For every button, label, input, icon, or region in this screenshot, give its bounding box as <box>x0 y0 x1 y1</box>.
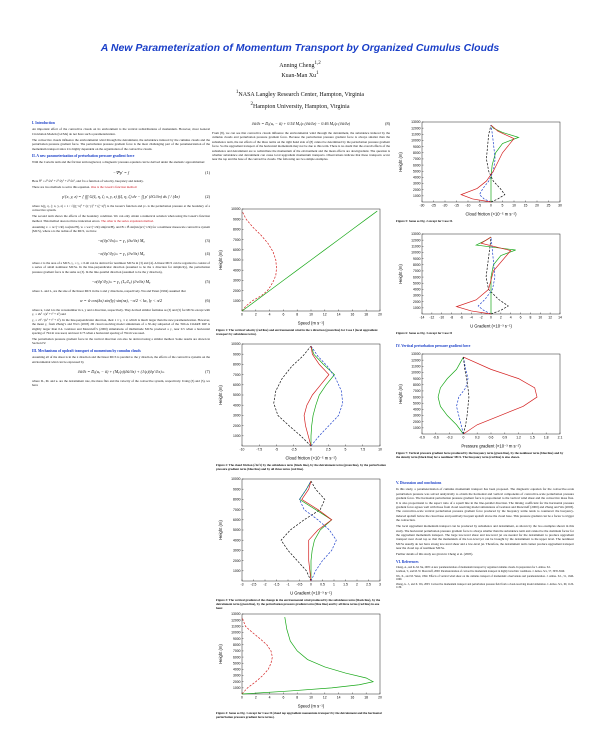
x-tick-label: 6 <box>282 695 285 700</box>
y-tick-label: 12000 <box>411 238 421 243</box>
sec2-p7: where σ is the area of a MCS, γ₁ = γ₁ = 0.46 can be derived for nonlinear MCSs in (3) and (4). A linear MCS can be regarded to consist of a series of small nonlinear MCSs. In the line-perpendicular direction (assumed to be the x direction for simplicity), the perturbation pressure gradient force is the same as (3). In the line-parallel direction (assumed to be the y direction), <box>32 261 210 274</box>
y-tick-label: 12000 <box>411 126 421 131</box>
sec2-p9: where k, l and n is the wavenumber in x, y and z direction, respectively. They derived similar formulae as (3) and (5) for MCSs except with γ₁ = 2k² / (k² + l² + n²) and <box>32 307 210 317</box>
y-axis-label: Height (m) <box>218 385 223 405</box>
x-axis-label: Speed (m s⁻¹) <box>297 703 325 709</box>
y-tick-label: 10000 <box>231 477 241 482</box>
equation-4 <box>32 248 210 261</box>
y-tick-label: 13000 <box>411 232 421 237</box>
equation-1 <box>32 166 210 179</box>
y-axis-label: Height (m) <box>218 644 223 664</box>
x-tick-label: -10 <box>239 447 245 452</box>
y-tick-label: 4000 <box>412 287 421 292</box>
figure-7-caption: Figure 7: Vertical pressure gradient force produced by the buoyancy term (green line), by the nonlinear term (blue line) and by the density term (black line) for a nonlinear MCS. The buoyancy term (red line) is also shown. <box>396 451 564 459</box>
x-tick-label: 2.5 <box>325 447 331 452</box>
figure-5-caption: Figure 5: Same as Fig. 2 except for Case II. <box>396 219 453 223</box>
intro-p2: The convective clouds influence the environmental wind through the detrainment, the subsidence induced by the cumulus clouds and the perturbation pressure gradient force. The perturbation pressure gradient force is the most challenging part of the parameterization of the momentum transport since it is highly dependent on the organization of the convective clouds. <box>32 137 210 151</box>
figure-3 <box>216 475 386 613</box>
x-tick-label: 1.2 <box>516 435 521 440</box>
x-axis-label: Cloud friction (×10⁻⁵ m s⁻²) <box>465 211 517 217</box>
y-tick-label: 6000 <box>232 655 241 660</box>
sec2-p11: The perturbation pressure gradient force in the vertical direction can also be derived using a similar method. Some results are shown in Section IV. <box>32 337 210 346</box>
x-tick-label: 10 <box>309 312 313 317</box>
sec5-p2: The local upgradient momentum transport can be produced by subsidence and detrainment, as shown by the two examples shown in this study. The horizontal perturbation pressure gradient force is always smaller than the subsidence term and cannot be the dominant factor for the upgradient momentum transport. The large low-level shear and low-level jet are needed for the detrainment to produce upgradient transport near cloud top so that the momentum of the low-level jet can be brought by the detrainment to the upper level. The nonlinear MCSs usually do not have strong low-level shear and a low-level jet. Therefore, the detrainment term cannot produce upgradient transport near the cloud top of nonlinear MCSs. <box>396 524 574 551</box>
y-tick-label: 2000 <box>412 419 421 424</box>
y-tick-label: 1000 <box>412 194 421 199</box>
y-tick-label: 1000 <box>232 686 241 691</box>
equation-4-number: (4) <box>205 251 210 257</box>
x-tick-label: -2 <box>479 315 483 320</box>
y-tick-label: 6000 <box>412 163 421 168</box>
sec5-p1: In this study, a parameterization of cumulus momentum transport has been proposed. The diagnostic equation for the convective-scale perturbation pressure was solved analytically to obtain the horizontal and vertical components of convective-scale perturbation pressure gradient force. The horizontal perturbation pressure gradient force is proportional to the vertical wind shear and the convective mass flux. It is also proportional to the aspect ratio of a squall line in the line-parallel direction. The mixing coefficient for the horizontal pressure gradient force agrees well with those from cloud resolving model simulations of Grabiosi and Moncrieff (2000) and Zhang and Wu (2003). The convective-scale vertical perturbation pressure gradient force produced by the buoyancy terms tends to counteract the buoyancy-induced updraft below the cloud base and positively buoyant updraft above the cloud base. This pressure gradient can be a factor to trigger the convection. <box>396 487 574 523</box>
x-tick-label: 2 <box>254 695 257 700</box>
equation-6 <box>32 295 210 308</box>
affiliations <box>150 88 450 112</box>
y-axis-label: Height (m) <box>398 384 403 404</box>
figure-5-chart <box>396 118 566 218</box>
y-tick-label: 4000 <box>232 667 241 672</box>
y-tick-label: 9000 <box>232 217 241 222</box>
y-tick-label: 9000 <box>232 487 241 492</box>
references-list <box>396 566 574 590</box>
x-tick-label: 0 <box>310 582 312 587</box>
equation-8 <box>212 118 390 131</box>
x-tick-label: 8 <box>529 315 532 320</box>
x-tick-label: -15 <box>454 203 459 208</box>
x-tick-label: 10 <box>309 695 313 700</box>
x-tick-label: -1 <box>286 582 290 587</box>
x-tick-label: -30 <box>419 203 425 208</box>
x-tick-label: 0 <box>310 447 312 452</box>
y-tick-label: 10000 <box>231 630 241 635</box>
x-tick-label: 0.6 <box>488 435 494 440</box>
sec5-p3: Further details of this study are given in Cheng et al. (2005). <box>396 552 474 557</box>
equation-6-number: (6) <box>205 297 210 303</box>
equation-7-number: (7) <box>205 368 210 374</box>
y-tick-label: 10000 <box>231 207 241 212</box>
plot-frame <box>242 614 380 694</box>
x-tick-label: -6 <box>459 315 463 320</box>
sec5-heading: V. Discussion and conclusions <box>396 481 442 485</box>
equation-1-body: −∇²p′ = f <box>113 169 129 175</box>
y-tick-label: 4000 <box>232 403 241 408</box>
x-tick-label: 2 <box>499 315 502 320</box>
col2-p1: From (8), we can see that convective clouds influence the environmental wind through the detrainment, the subsidence induced by the cumulus clouds and perturbation pressure gradient force. Because the perturbation pressure gradient force is always smaller than the subsidence term, the net effects of the three terms on the right hand side of (8) cannot be determined by the perturbation pressure gradient force. So the upgradient transport of the horizontal momentum may not be due to this term. There is no doubt that the overall effects of the subsidence and detrainment are to redistribute the momentum of the environment and the mean effects are downgradient. The question is whether subsidence and detrainment can cause local upgradient momentum transports. Observations indicate that these transports occur near the top and the base of the convective clouds. The following are two simple examples. <box>212 131 390 162</box>
y-tick-label: 13000 <box>411 120 421 125</box>
y-tick-label: 5000 <box>412 281 421 286</box>
x-tick-label: 8 <box>296 312 299 317</box>
x-tick-label: 15 <box>523 203 528 208</box>
x-tick-label: -10 <box>465 203 471 208</box>
figure-6 <box>396 230 566 338</box>
intro-heading: I. Introduction <box>32 121 55 125</box>
x-tick-label: 4 <box>268 312 271 317</box>
y-tick-label: 10000 <box>411 370 421 375</box>
x-tick-label: 2 <box>254 312 257 317</box>
x-tick-label: 5 <box>501 203 504 208</box>
y-tick-label: 4000 <box>232 268 241 273</box>
equation-2-number: (2) <box>205 194 210 200</box>
x-tick-label: -0.5 <box>296 582 303 587</box>
y-tick-label: 11000 <box>411 244 421 249</box>
x-tick-label: 16 <box>350 312 355 317</box>
y-tick-label: 8000 <box>232 497 241 502</box>
paper-title: A New Parameterization of Momentum Transport by Organized Cumulus Clouds <box>100 42 500 54</box>
series-line-environmental-wind <box>242 617 373 694</box>
y-axis-label: Height (m) <box>218 250 223 270</box>
affiliation-2: Hampton University, Hampton, Virginia <box>252 104 350 110</box>
sec4-block <box>396 341 574 350</box>
y-tick-label: 5000 <box>412 401 421 406</box>
series-line-subsidence <box>281 481 325 581</box>
y-tick-label: 3000 <box>232 548 241 553</box>
x-tick-label: -7.5 <box>256 447 263 452</box>
sec3-p1: Assuming all of the shear is in the x direction and the linear MCS is parallel to the y direction, the effects of the convective systems on the environmental wind can be expressed by <box>32 355 210 364</box>
y-tick-label: 8000 <box>412 382 421 387</box>
figure-2-caption: Figure 2: The cloud friction (∂ū/∂t) by the subsidence term (black line), by the detrainment term (green line), by the perturbation pressure gradient term (blue line) and by all three terms (red line). <box>216 463 386 471</box>
x-tick-label: 4 <box>268 695 271 700</box>
y-tick-label: 7000 <box>232 649 241 654</box>
sec2-p10: γ₂ = 2l² / (k² + l² + n²). In the line-perpendicular direction, their 1 ≤ γ₁ ≤ 2, which is much larger than the new parameterization. However, the mean γ₁ from Zhang’s and Wu’s (2003) 2D cloud resolving model simulations of a 30-day subperiod of the TOGA COARE IOP is slightly larger than 0.4. Grabiosi and Moncrieff’s (2000) simulations of midlatitude MCSs produced a γ₁ near 0.5 when a horizontal spacing of 794 m was used, and near 0.75 when a horizontal spacing of 794 m was used. <box>32 317 210 336</box>
sec3-p2: where Dₑ, Mₑ and uₑ are the detrainment rate, the mass flux and the velocity of the convective system, respectively. Using (3) and (5), we have <box>32 378 210 387</box>
y-tick-label: 6000 <box>412 395 421 400</box>
x-tick-label: 0 <box>490 203 492 208</box>
reference-4: Zhang, G. J., and X. Wu, 2003: Convective momentum transport and perturbation pressure field from a cloud-resolving model simulation. J. Atmos. Sci., 60, 1120-1139. <box>396 582 574 590</box>
reference-3: Wu, X., and M. Yanai, 1994: Effects of vertical wind shear on the cumulus transport of momentum: observations and parameterization. J. Atmos. Sci., 51, 1640-1660. <box>396 574 574 582</box>
x-tick-label: 1.8 <box>543 435 549 440</box>
x-tick-label: -25 <box>431 203 436 208</box>
x-tick-label: 18 <box>364 695 369 700</box>
y-tick-label: 5000 <box>412 169 421 174</box>
x-tick-label: 1.5 <box>530 435 535 440</box>
y-tick-label: 9000 <box>232 352 241 357</box>
sec4-heading: IV. Vertical perturbation pressure gradient force <box>396 344 471 348</box>
y-tick-label: 4000 <box>412 175 421 180</box>
series-line-subsidence <box>274 346 311 446</box>
x-tick-label: 10 <box>538 315 543 320</box>
x-tick-label: 25 <box>546 203 551 208</box>
equation-2-body: p′(x, y, z) = [ ∫∫∫ G(ξ, η, ζ; x, y, z) f(ξ, η, ζ) dv − ∫∫ p′ (∂G/∂n) ds ] / (4π) <box>62 194 180 200</box>
y-tick-label: 1000 <box>412 426 421 431</box>
equation-4-body: −σ(∂p′/∂y)ₘ = γ₁ (∂v/∂z) Mₐ <box>97 251 145 257</box>
y-tick-label: 13000 <box>411 352 421 357</box>
equation-6-body: w = ŵ cos(kx) sin(ly) sin(nz), −π/2 < kx, ly < π/2 <box>79 297 163 303</box>
y-tick-label: 5000 <box>232 661 241 666</box>
series-line-density-term <box>463 357 469 434</box>
author-2: Kuan-Man Xu <box>281 73 317 79</box>
figure-7-chart <box>396 350 566 450</box>
figure-3-caption: Figure 3: The vertical gradient of the change in the environmental wind produced by the subsidence term (black line), by the detrainment term (green line), by the perturbation pressure gradient term (blue line) and by all three terms (red line) in one hour. <box>216 598 381 610</box>
y-tick-label: 3000 <box>412 181 421 186</box>
sec2-p5-highlight: The other is the series expansion method. <box>100 218 154 223</box>
y-tick-label: 7000 <box>412 389 421 394</box>
y-tick-label: 1000 <box>232 569 241 573</box>
sec2-p2: Here ∇² = ∂²/∂x² + ∂²/∂y² + ∂²/∂z², and f is a function of velocity, buoyancy and density. <box>32 179 144 184</box>
plot-frame <box>422 354 560 434</box>
figure-5 <box>396 118 566 226</box>
author-2-affil: 1 <box>316 71 319 76</box>
affil-1-mark: 1 <box>235 90 239 95</box>
equation-1-number: (1) <box>205 169 210 175</box>
y-tick-label: 5000 <box>232 528 241 533</box>
sec2-p4: where G(ξ, η, ζ; x, y, z) = 1 / √((ξ−x)² + (η−y)² + (ζ−z)²) is the Green’s function and p′ₛ is the perturbation pressure at the boundary of a convective system. <box>32 204 210 213</box>
figure-1 <box>216 205 386 339</box>
x-tick-label: -14 <box>419 315 425 320</box>
y-tick-label: 10000 <box>411 138 421 143</box>
x-tick-label: 1.5 <box>343 582 348 587</box>
x-tick-label: 12 <box>548 315 553 320</box>
x-axis-label: Cloud friction (×10⁻⁵ m s⁻²) <box>285 455 337 461</box>
x-tick-label: 0 <box>462 435 465 440</box>
series-line-detrainment <box>476 237 515 314</box>
figure-2-chart <box>216 340 386 462</box>
x-tick-label: -4 <box>469 315 473 320</box>
y-tick-label: 1000 <box>232 434 241 438</box>
equation-3-body: −σ(∂p′/∂x)ₘ = γ₁ (∂u/∂z) Mₐ <box>97 238 145 244</box>
sec2-p3-highlight: One is the Green’s function method: <box>90 185 138 190</box>
y-tick-label: 8000 <box>412 150 421 155</box>
y-tick-label: 2000 <box>232 558 241 563</box>
y-tick-label: 11000 <box>411 364 421 369</box>
y-tick-label: 13000 <box>231 612 241 617</box>
x-tick-label: -20 <box>442 203 448 208</box>
x-tick-label: 20 <box>535 203 539 208</box>
y-tick-label: 3000 <box>232 278 241 283</box>
series-line-environmental-wind <box>242 211 377 311</box>
x-tick-label: -8 <box>450 315 454 320</box>
series-line-buoyancy <box>463 357 537 434</box>
y-tick-label: 12000 <box>231 618 241 623</box>
affiliation-1: NASA Langley Research Center, Hampton, Virginia <box>238 92 365 98</box>
x-tick-label: -3 <box>240 582 244 587</box>
x-tick-label: 0 <box>490 315 492 320</box>
x-tick-label: 20 <box>378 695 382 700</box>
y-tick-label: 9000 <box>232 636 241 641</box>
y-tick-label: 10000 <box>231 342 241 347</box>
y-tick-label: 4000 <box>232 538 241 543</box>
y-tick-label: 4000 <box>412 407 421 412</box>
y-tick-label: 8000 <box>232 227 241 232</box>
figure-1-chart <box>216 205 386 327</box>
x-tick-label: 0.9 <box>502 435 508 440</box>
x-tick-label: -5 <box>274 447 279 452</box>
figure-3-chart <box>216 475 386 597</box>
y-tick-label: 3000 <box>232 673 241 678</box>
x-axis-label: Pressure gradient (×10⁻³ m s⁻²) <box>461 443 521 449</box>
x-tick-label: -2.5 <box>250 582 257 587</box>
x-tick-label: -1.5 <box>273 582 280 587</box>
y-tick-label: 10000 <box>411 250 421 255</box>
x-tick-label: -12 <box>429 315 435 320</box>
x-tick-label: 3 <box>379 582 381 587</box>
y-tick-label: 6000 <box>232 518 241 522</box>
x-tick-label: -0.3 <box>446 435 453 440</box>
sec2-p8: where Lₓ and Lᵧ are the size of the linear MCS in the x and y directions, respectively. Wu and Yanai (1994) assumed that <box>32 288 186 293</box>
equation-7-body: ∂ū/∂t = Dₑ(uₑ − ū) + (Mₑ/ρ)(∂ū/∂z) + (1/ρ)(∂p′/∂x)ₘ <box>77 368 165 374</box>
x-tick-label: 0 <box>241 695 243 700</box>
sec2-heading: II. A new parameterization of perturbation pressure gradient force <box>32 153 135 158</box>
equation-3-number: (3) <box>205 238 210 244</box>
x-tick-label: -10 <box>439 315 445 320</box>
authors <box>150 60 450 80</box>
author-1: Anning Cheng <box>279 63 315 69</box>
equation-8-body: ∂ū/∂t = Dₑ(uₑ − ū) + 0.54 Mₑ/ρ (∂ū/∂z) − 0.46 Mₑ/ρ (∂ū/∂z) <box>251 121 351 127</box>
figure-1-caption: Figure 1: The vertical velocity (red line) and environmental wind in the x direction (green line) for Case I (local upgradient transport by subsidence term). <box>216 328 378 336</box>
y-tick-label: 2000 <box>412 299 421 304</box>
x-tick-label: -2.5 <box>290 447 297 452</box>
equation-5-number: (5) <box>205 279 210 285</box>
y-tick-label: 9000 <box>412 376 421 381</box>
x-axis-label: U Gradient (×10⁻³ s⁻¹) <box>290 590 332 596</box>
reference-1: Cheng, A., and K.-M. Xu, 2005: A new parameterization of momentum transport by organized cumulus clouds. In preparation for J. Atmos. Sci. <box>396 565 551 569</box>
figure-7 <box>396 350 566 462</box>
x-tick-label: 30 <box>558 203 562 208</box>
y-tick-label: 3000 <box>412 293 421 298</box>
sec2-p6: Assuming vₑ = re^(−r/R) cos(nπz/H), w = we^(−r/R) sin(nπz/H), and B = B̂ sin(nπz)e^(−r/R) for a nonlinear mesoscale convective system (MCS), where a is the radius of the MCS, we have <box>32 224 210 234</box>
y-tick-label: 9000 <box>412 144 421 149</box>
y-tick-label: 7000 <box>232 507 241 512</box>
y-tick-label: 7000 <box>412 269 421 274</box>
x-tick-label: 0 <box>241 312 243 317</box>
affil-2-mark: 2 <box>250 102 253 107</box>
x-tick-label: 1 <box>333 582 335 587</box>
y-tick-label: 5000 <box>232 258 241 263</box>
x-tick-label: 7.5 <box>360 447 366 452</box>
x-tick-label: 0.5 <box>320 582 325 587</box>
y-tick-label: 8000 <box>232 642 241 647</box>
x-tick-label: 12 <box>322 312 327 317</box>
y-tick-label: 1000 <box>232 299 241 303</box>
y-tick-label: 2000 <box>412 187 421 192</box>
figure-6-chart <box>396 230 566 330</box>
y-tick-label: 2000 <box>232 679 241 684</box>
sec2-p3 <box>32 185 210 189</box>
x-tick-label: -2 <box>263 582 267 587</box>
x-tick-label: -0.6 <box>432 435 439 440</box>
y-tick-label: 8000 <box>232 362 241 367</box>
x-tick-label: 0.3 <box>474 435 480 440</box>
y-tick-label: 5000 <box>232 393 241 398</box>
series-line-vertical-velocity <box>242 211 277 311</box>
x-axis-label: U Gradient (×10⁻³ s⁻¹) <box>470 323 512 329</box>
y-axis-label: Height (m) <box>398 152 403 172</box>
reference-2: Grabiosi, T., and M. W. Moncrieff, 2000: Parameterization of convective momentum transport in highly baroclinic conditions. J. Atmos. Sci., 57, 3035-3049. <box>396 570 565 574</box>
x-tick-label: -5 <box>477 203 482 208</box>
series-line-all-three-terms <box>302 481 332 581</box>
y-tick-label: 6000 <box>232 383 241 387</box>
sec5-block <box>396 478 574 591</box>
x-tick-label: 14 <box>558 315 562 320</box>
x-tick-label: 16 <box>350 695 355 700</box>
equation-3 <box>32 235 210 248</box>
equation-8-number: (8) <box>385 121 390 127</box>
refs-heading: VI. References <box>396 559 419 564</box>
sec2-p5 <box>32 214 210 223</box>
y-tick-label: 2000 <box>232 423 241 428</box>
sec2-p5-text: The second term shows the effects of the boundary condition. We can only obtain a numerical solution when using the Green’s function method. This method does not have truncation errors. <box>32 214 210 223</box>
y-tick-label: 8000 <box>412 262 421 267</box>
x-tick-label: 5 <box>344 447 347 452</box>
x-tick-label: 2.1 <box>557 435 563 440</box>
y-tick-label: 6000 <box>232 248 241 252</box>
column-2 <box>212 118 390 163</box>
x-tick-label: 20 <box>378 312 382 317</box>
x-tick-label: 2.5 <box>366 582 371 587</box>
x-axis-label: Speed (m s⁻¹) <box>297 320 325 326</box>
sec3-heading: III. Mechanisms of updraft transport of momentum by cumulus clouds <box>32 348 141 353</box>
equation-5 <box>32 276 210 289</box>
x-tick-label: -0.9 <box>419 435 425 440</box>
x-tick-label: 10 <box>378 447 382 452</box>
x-tick-label: 12 <box>322 695 327 700</box>
x-tick-label: 4 <box>509 315 512 320</box>
series-line-all-three-terms <box>304 346 329 446</box>
y-tick-label: 9000 <box>412 256 421 261</box>
y-tick-label: 7000 <box>232 237 241 242</box>
equation-5-body: −σ(∂p′/∂y)ₘ = γ₁ (Lₓ/Lᵧ) (∂v/∂z) Mₐ <box>91 279 151 285</box>
x-tick-label: 6 <box>519 315 522 320</box>
y-axis-label: Height (m) <box>398 264 403 284</box>
series-line-pressure-gradient <box>300 481 337 581</box>
y-tick-label: 6000 <box>412 275 421 280</box>
series-line-subsidence <box>486 125 504 202</box>
y-tick-label: 7000 <box>232 372 241 377</box>
y-tick-label: 7000 <box>412 157 421 162</box>
y-tick-label: 11000 <box>411 132 421 137</box>
y-tick-label: 12000 <box>411 358 421 363</box>
equation-7 <box>32 366 210 379</box>
y-axis-label: Height (m) <box>218 520 223 540</box>
figure-4 <box>216 610 386 722</box>
sec2-p3-text: There are two methods to solve this equation. <box>32 185 91 190</box>
y-tick-label: 1000 <box>412 306 421 311</box>
y-tick-label: 3000 <box>412 413 421 418</box>
y-tick-label: 3000 <box>232 413 241 418</box>
x-tick-label: 6 <box>282 312 285 317</box>
x-tick-label: 14 <box>336 695 341 700</box>
sec2-p1: With the Coriolis term and the friction term neglected, a diagnostic pressure equation can be derived under the anelastic approximation: <box>32 160 206 165</box>
series-line-detrainment <box>491 125 519 202</box>
figure-2 <box>216 340 386 474</box>
column-1 <box>32 118 210 389</box>
intro-p1: An important effect of the convective clouds on its environment is the vertical redistributions of momentum. However, most General Circulation Models (GCMs) do not have such a parameterization. <box>32 127 210 136</box>
x-tick-label: 8 <box>296 695 299 700</box>
figure-4-chart <box>216 610 386 710</box>
x-tick-label: 18 <box>364 312 369 317</box>
x-tick-label: 2 <box>356 582 358 587</box>
author-1-affil: 1,2 <box>314 61 321 66</box>
series-line-pressure-gradient <box>311 346 343 446</box>
x-tick-label: 14 <box>336 312 341 317</box>
x-tick-label: 10 <box>512 203 516 208</box>
y-tick-label: 2000 <box>232 288 241 293</box>
series-line-vertical-velocity <box>242 617 272 694</box>
figure-6-caption: Figure 6: Same as Fig. 3 except for Case II <box>396 331 452 335</box>
figure-4-caption: Figure 4: Same as Fig. 1 except for Case II (cloud top upgradient momentum transport by the detrainment and the horizontal perturbation pressure gradient force terms). <box>216 711 382 719</box>
equation-2 <box>32 191 210 204</box>
y-tick-label: 11000 <box>231 624 241 629</box>
